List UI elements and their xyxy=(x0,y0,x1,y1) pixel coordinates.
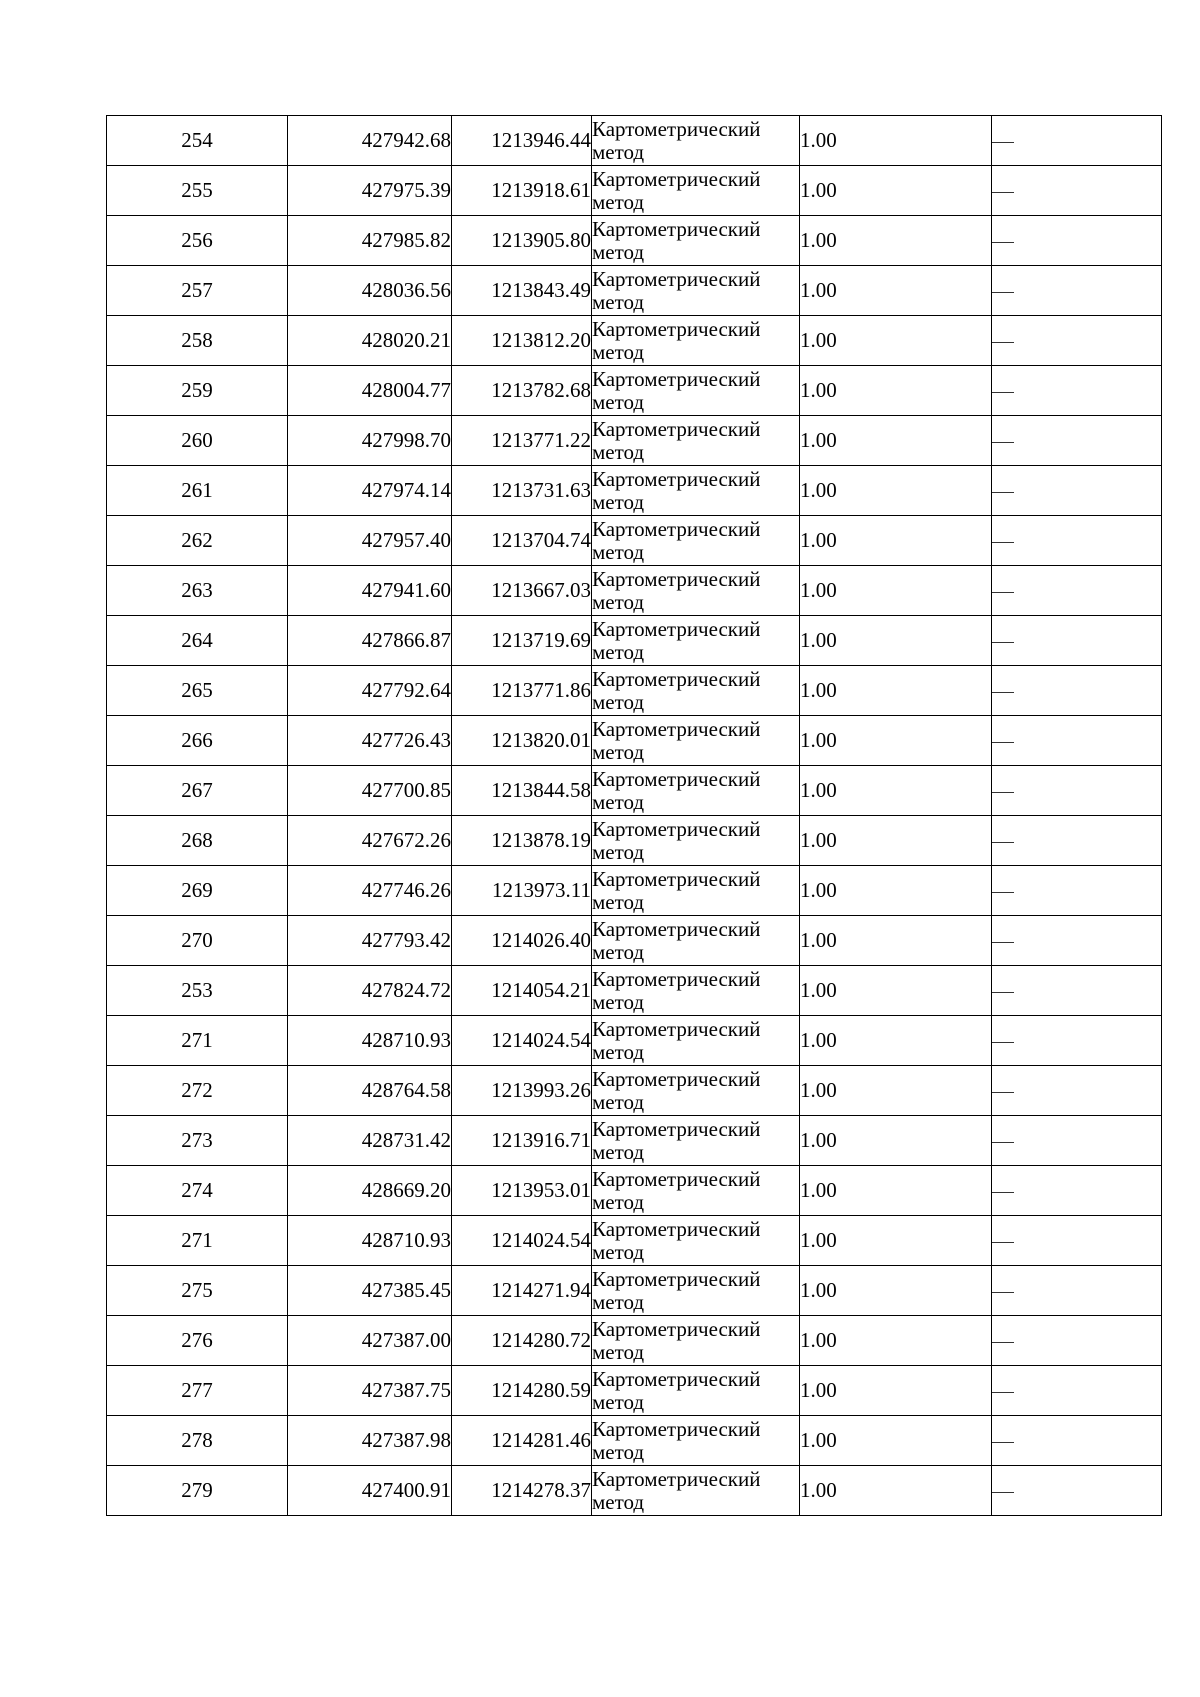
note-cell xyxy=(992,466,1162,516)
table-row xyxy=(107,1166,1162,1216)
method-text-line: Картометрический xyxy=(592,166,761,191)
point-number-cell: 267 xyxy=(107,766,288,816)
point-number-cell: 261 xyxy=(107,466,288,516)
method-text-line: метод xyxy=(592,689,645,714)
y-coordinate-cell: 1214280.59 xyxy=(452,1366,592,1416)
x-coordinate-cell: 427941.60 xyxy=(288,566,452,616)
table-row xyxy=(107,116,1162,166)
dash-mark xyxy=(992,342,1014,343)
x-coordinate-cell: 427793.42 xyxy=(288,916,452,966)
x-coordinate-cell: 427792.64 xyxy=(288,666,452,716)
point-number-cell: 257 xyxy=(107,266,288,316)
accuracy-cell: 1.00 xyxy=(800,116,992,166)
x-coordinate-cell: 427998.70 xyxy=(288,416,452,466)
table-row xyxy=(107,1016,1162,1066)
note-cell xyxy=(992,1216,1162,1266)
method-cell xyxy=(592,816,800,866)
accuracy-cell: 1.00 xyxy=(800,266,992,316)
dash-mark xyxy=(992,1042,1014,1043)
dash-mark xyxy=(992,1142,1014,1143)
accuracy-cell: 1.00 xyxy=(800,1316,992,1366)
method-text-line: Картометрический xyxy=(592,416,761,441)
dash-mark xyxy=(992,1092,1014,1093)
table-row xyxy=(107,716,1162,766)
y-coordinate-cell: 1213973.11 xyxy=(452,866,592,916)
y-coordinate-cell: 1213719.69 xyxy=(452,616,592,666)
note-cell xyxy=(992,516,1162,566)
point-number-cell: 275 xyxy=(107,1266,288,1316)
method-text-line: Картометрический xyxy=(592,866,761,891)
x-coordinate-cell: 427726.43 xyxy=(288,716,452,766)
method-cell xyxy=(592,616,800,666)
method-text-line: Картометрический xyxy=(592,466,761,491)
accuracy-cell: 1.00 xyxy=(800,1366,992,1416)
method-text-line: Картометрический xyxy=(592,1266,761,1291)
note-cell xyxy=(992,616,1162,666)
x-coordinate-cell: 427975.39 xyxy=(288,166,452,216)
method-text-line: метод xyxy=(592,1239,645,1264)
x-coordinate-cell: 427824.72 xyxy=(288,966,452,1016)
x-coordinate-cell: 428669.20 xyxy=(288,1166,452,1216)
x-coordinate-cell: 427385.45 xyxy=(288,1266,452,1316)
dash-mark xyxy=(992,692,1014,693)
y-coordinate-cell: 1213993.26 xyxy=(452,1066,592,1116)
table-row xyxy=(107,266,1162,316)
x-coordinate-cell: 428004.77 xyxy=(288,366,452,416)
method-cell xyxy=(592,1066,800,1116)
accuracy-cell: 1.00 xyxy=(800,1066,992,1116)
accuracy-cell: 1.00 xyxy=(800,316,992,366)
x-coordinate-cell: 428020.21 xyxy=(288,316,452,366)
method-cell xyxy=(592,416,800,466)
y-coordinate-cell: 1213918.61 xyxy=(452,166,592,216)
method-text-line: метод xyxy=(592,139,645,164)
dash-mark xyxy=(992,1342,1014,1343)
table-row xyxy=(107,366,1162,416)
note-cell xyxy=(992,966,1162,1016)
method-cell xyxy=(592,966,800,1016)
table-row xyxy=(107,1416,1162,1466)
note-cell xyxy=(992,1466,1162,1516)
table-row xyxy=(107,1316,1162,1366)
accuracy-cell: 1.00 xyxy=(800,1016,992,1066)
y-coordinate-cell: 1214278.37 xyxy=(452,1466,592,1516)
method-text-line: Картометрический xyxy=(592,616,761,641)
method-text-line: метод xyxy=(592,1339,645,1364)
x-coordinate-cell: 427387.75 xyxy=(288,1366,452,1416)
note-cell xyxy=(992,1166,1162,1216)
accuracy-cell: 1.00 xyxy=(800,566,992,616)
dash-mark xyxy=(992,842,1014,843)
method-text-line: метод xyxy=(592,1389,645,1414)
method-text-line: метод xyxy=(592,389,645,414)
dash-mark xyxy=(992,492,1014,493)
method-text-line: метод xyxy=(592,239,645,264)
table-row xyxy=(107,1266,1162,1316)
dash-mark xyxy=(992,942,1014,943)
method-text-line: метод xyxy=(592,1439,645,1464)
point-number-cell: 253 xyxy=(107,966,288,1016)
method-text-line: Картометрический xyxy=(592,1416,761,1441)
y-coordinate-cell: 1213946.44 xyxy=(452,116,592,166)
dash-mark xyxy=(992,1242,1014,1243)
dash-mark xyxy=(992,192,1014,193)
y-coordinate-cell: 1213905.80 xyxy=(452,216,592,266)
method-text-line: Картометрический xyxy=(592,966,761,991)
method-text-line: Картометрический xyxy=(592,266,761,291)
method-cell xyxy=(592,766,800,816)
method-text-line: Картометрический xyxy=(592,316,761,341)
point-number-cell: 273 xyxy=(107,1116,288,1166)
table-row xyxy=(107,1366,1162,1416)
method-text-line: метод xyxy=(592,1039,645,1064)
note-cell xyxy=(992,416,1162,466)
note-cell xyxy=(992,1016,1162,1066)
method-text-line: Картометрический xyxy=(592,566,761,591)
point-number-cell: 278 xyxy=(107,1416,288,1466)
note-cell xyxy=(992,316,1162,366)
method-text-line: метод xyxy=(592,989,645,1014)
point-number-cell: 259 xyxy=(107,366,288,416)
x-coordinate-cell: 427746.26 xyxy=(288,866,452,916)
x-coordinate-cell: 427700.85 xyxy=(288,766,452,816)
y-coordinate-cell: 1213844.58 xyxy=(452,766,592,816)
dash-mark xyxy=(992,142,1014,143)
method-text-line: метод xyxy=(592,639,645,664)
y-coordinate-cell: 1213667.03 xyxy=(452,566,592,616)
point-number-cell: 255 xyxy=(107,166,288,216)
dash-mark xyxy=(992,442,1014,443)
y-coordinate-cell: 1214026.40 xyxy=(452,916,592,966)
method-text-line: метод xyxy=(592,789,645,814)
y-coordinate-cell: 1214024.54 xyxy=(452,1016,592,1066)
point-number-cell: 279 xyxy=(107,1466,288,1516)
method-cell xyxy=(592,866,800,916)
table-row xyxy=(107,916,1162,966)
method-cell xyxy=(592,1216,800,1266)
table-row xyxy=(107,516,1162,566)
method-cell xyxy=(592,1416,800,1466)
method-cell xyxy=(592,1166,800,1216)
method-text-line: Картометрический xyxy=(592,216,761,241)
accuracy-cell: 1.00 xyxy=(800,1416,992,1466)
table-row xyxy=(107,1116,1162,1166)
table-row xyxy=(107,816,1162,866)
point-number-cell: 269 xyxy=(107,866,288,916)
y-coordinate-cell: 1213771.22 xyxy=(452,416,592,466)
y-coordinate-cell: 1214280.72 xyxy=(452,1316,592,1366)
y-coordinate-cell: 1213820.01 xyxy=(452,716,592,766)
note-cell xyxy=(992,266,1162,316)
accuracy-cell: 1.00 xyxy=(800,1466,992,1516)
dash-mark xyxy=(992,892,1014,893)
x-coordinate-cell: 428764.58 xyxy=(288,1066,452,1116)
accuracy-cell: 1.00 xyxy=(800,966,992,1016)
accuracy-cell: 1.00 xyxy=(800,1216,992,1266)
method-text-line: метод xyxy=(592,739,645,764)
method-text-line: метод xyxy=(592,589,645,614)
table-row xyxy=(107,666,1162,716)
method-text-line: метод xyxy=(592,939,645,964)
note-cell xyxy=(992,1416,1162,1466)
x-coordinate-cell: 427866.87 xyxy=(288,616,452,666)
method-cell xyxy=(592,1016,800,1066)
table-row xyxy=(107,316,1162,366)
table-row xyxy=(107,166,1162,216)
method-text-line: метод xyxy=(592,339,645,364)
accuracy-cell: 1.00 xyxy=(800,416,992,466)
x-coordinate-cell: 427672.26 xyxy=(288,816,452,866)
table-row xyxy=(107,616,1162,666)
point-number-cell: 276 xyxy=(107,1316,288,1366)
point-number-cell: 265 xyxy=(107,666,288,716)
method-text-line: Картометрический xyxy=(592,1366,761,1391)
accuracy-cell: 1.00 xyxy=(800,516,992,566)
method-text-line: Картометрический xyxy=(592,666,761,691)
coordinates-table xyxy=(106,115,1162,1516)
note-cell xyxy=(992,366,1162,416)
dash-mark xyxy=(992,392,1014,393)
table-row xyxy=(107,416,1162,466)
table-row xyxy=(107,766,1162,816)
method-text-line: метод xyxy=(592,439,645,464)
y-coordinate-cell: 1213782.68 xyxy=(452,366,592,416)
note-cell xyxy=(992,1116,1162,1166)
coordinates-table-body xyxy=(107,116,1162,1516)
point-number-cell: 271 xyxy=(107,1016,288,1066)
method-text-line: метод xyxy=(592,189,645,214)
method-text-line: метод xyxy=(592,1489,645,1514)
method-cell xyxy=(592,366,800,416)
point-number-cell: 254 xyxy=(107,116,288,166)
y-coordinate-cell: 1213878.19 xyxy=(452,816,592,866)
point-number-cell: 268 xyxy=(107,816,288,866)
dash-mark xyxy=(992,1442,1014,1443)
point-number-cell: 264 xyxy=(107,616,288,666)
y-coordinate-cell: 1213812.20 xyxy=(452,316,592,366)
method-text-line: метод xyxy=(592,1089,645,1114)
accuracy-cell: 1.00 xyxy=(800,666,992,716)
note-cell xyxy=(992,216,1162,266)
point-number-cell: 271 xyxy=(107,1216,288,1266)
method-cell xyxy=(592,166,800,216)
dash-mark xyxy=(992,292,1014,293)
table-row xyxy=(107,866,1162,916)
method-text-line: Картометрический xyxy=(592,1066,761,1091)
dash-mark xyxy=(992,1492,1014,1493)
note-cell xyxy=(992,1066,1162,1116)
method-text-line: Картометрический xyxy=(592,1316,761,1341)
method-cell xyxy=(592,1116,800,1166)
method-text-line: метод xyxy=(592,489,645,514)
note-cell xyxy=(992,816,1162,866)
method-text-line: Картометрический xyxy=(592,1116,761,1141)
method-cell xyxy=(592,1316,800,1366)
dash-mark xyxy=(992,592,1014,593)
method-cell xyxy=(592,666,800,716)
method-text-line: метод xyxy=(592,539,645,564)
method-text-line: Картометрический xyxy=(592,916,761,941)
point-number-cell: 270 xyxy=(107,916,288,966)
accuracy-cell: 1.00 xyxy=(800,866,992,916)
method-text-line: Картометрический xyxy=(592,766,761,791)
point-number-cell: 258 xyxy=(107,316,288,366)
method-cell xyxy=(592,1466,800,1516)
method-text-line: Картометрический xyxy=(592,516,761,541)
method-cell xyxy=(592,316,800,366)
dash-mark xyxy=(992,542,1014,543)
point-number-cell: 266 xyxy=(107,716,288,766)
table-row xyxy=(107,1466,1162,1516)
note-cell xyxy=(992,1366,1162,1416)
x-coordinate-cell: 427387.00 xyxy=(288,1316,452,1366)
accuracy-cell: 1.00 xyxy=(800,366,992,416)
dash-mark xyxy=(992,992,1014,993)
method-text-line: Картометрический xyxy=(592,366,761,391)
accuracy-cell: 1.00 xyxy=(800,1266,992,1316)
method-text-line: Картометрический xyxy=(592,1166,761,1191)
accuracy-cell: 1.00 xyxy=(800,716,992,766)
table-row xyxy=(107,1216,1162,1266)
y-coordinate-cell: 1214024.54 xyxy=(452,1216,592,1266)
method-cell xyxy=(592,116,800,166)
dash-mark xyxy=(992,242,1014,243)
accuracy-cell: 1.00 xyxy=(800,616,992,666)
method-cell xyxy=(592,716,800,766)
method-cell xyxy=(592,216,800,266)
note-cell xyxy=(992,866,1162,916)
y-coordinate-cell: 1213731.63 xyxy=(452,466,592,516)
method-text-line: метод xyxy=(592,289,645,314)
accuracy-cell: 1.00 xyxy=(800,216,992,266)
y-coordinate-cell: 1213953.01 xyxy=(452,1166,592,1216)
method-cell xyxy=(592,566,800,616)
x-coordinate-cell: 427974.14 xyxy=(288,466,452,516)
dash-mark xyxy=(992,1292,1014,1293)
dash-mark xyxy=(992,1192,1014,1193)
method-text-line: метод xyxy=(592,1289,645,1314)
method-text-line: метод xyxy=(592,889,645,914)
table-row xyxy=(107,566,1162,616)
method-cell xyxy=(592,1366,800,1416)
x-coordinate-cell: 427957.40 xyxy=(288,516,452,566)
dash-mark xyxy=(992,1392,1014,1393)
y-coordinate-cell: 1214054.21 xyxy=(452,966,592,1016)
note-cell xyxy=(992,766,1162,816)
x-coordinate-cell: 427387.98 xyxy=(288,1416,452,1466)
method-cell xyxy=(592,516,800,566)
x-coordinate-cell: 428710.93 xyxy=(288,1216,452,1266)
accuracy-cell: 1.00 xyxy=(800,1116,992,1166)
accuracy-cell: 1.00 xyxy=(800,916,992,966)
point-number-cell: 256 xyxy=(107,216,288,266)
method-text-line: Картометрический xyxy=(592,716,761,741)
method-text-line: Картометрический xyxy=(592,116,761,141)
method-text-line: Картометрический xyxy=(592,1216,761,1241)
note-cell xyxy=(992,166,1162,216)
method-cell xyxy=(592,266,800,316)
note-cell xyxy=(992,716,1162,766)
point-number-cell: 272 xyxy=(107,1066,288,1116)
dash-mark xyxy=(992,792,1014,793)
note-cell xyxy=(992,566,1162,616)
y-coordinate-cell: 1213843.49 xyxy=(452,266,592,316)
note-cell xyxy=(992,916,1162,966)
x-coordinate-cell: 427942.68 xyxy=(288,116,452,166)
point-number-cell: 263 xyxy=(107,566,288,616)
dash-mark xyxy=(992,742,1014,743)
method-cell xyxy=(592,916,800,966)
note-cell xyxy=(992,116,1162,166)
accuracy-cell: 1.00 xyxy=(800,816,992,866)
method-text-line: метод xyxy=(592,1139,645,1164)
table-row xyxy=(107,466,1162,516)
note-cell xyxy=(992,666,1162,716)
y-coordinate-cell: 1214271.94 xyxy=(452,1266,592,1316)
table-row xyxy=(107,1066,1162,1116)
method-text-line: Картометрический xyxy=(592,816,761,841)
note-cell xyxy=(992,1266,1162,1316)
x-coordinate-cell: 427400.91 xyxy=(288,1466,452,1516)
y-coordinate-cell: 1213704.74 xyxy=(452,516,592,566)
method-cell xyxy=(592,466,800,516)
method-text-line: Картометрический xyxy=(592,1466,761,1491)
method-text-line: Картометрический xyxy=(592,1016,761,1041)
accuracy-cell: 1.00 xyxy=(800,466,992,516)
dash-mark xyxy=(992,642,1014,643)
point-number-cell: 277 xyxy=(107,1366,288,1416)
x-coordinate-cell: 428710.93 xyxy=(288,1016,452,1066)
accuracy-cell: 1.00 xyxy=(800,1166,992,1216)
note-cell xyxy=(992,1316,1162,1366)
x-coordinate-cell: 428731.42 xyxy=(288,1116,452,1166)
x-coordinate-cell: 428036.56 xyxy=(288,266,452,316)
method-cell xyxy=(592,1266,800,1316)
table-row xyxy=(107,216,1162,266)
y-coordinate-cell: 1214281.46 xyxy=(452,1416,592,1466)
y-coordinate-cell: 1213916.71 xyxy=(452,1116,592,1166)
point-number-cell: 260 xyxy=(107,416,288,466)
accuracy-cell: 1.00 xyxy=(800,766,992,816)
method-text-line: метод xyxy=(592,1189,645,1214)
y-coordinate-cell: 1213771.86 xyxy=(452,666,592,716)
x-coordinate-cell: 427985.82 xyxy=(288,216,452,266)
method-text-line: метод xyxy=(592,839,645,864)
accuracy-cell: 1.00 xyxy=(800,166,992,216)
point-number-cell: 274 xyxy=(107,1166,288,1216)
table-row xyxy=(107,966,1162,1016)
point-number-cell: 262 xyxy=(107,516,288,566)
